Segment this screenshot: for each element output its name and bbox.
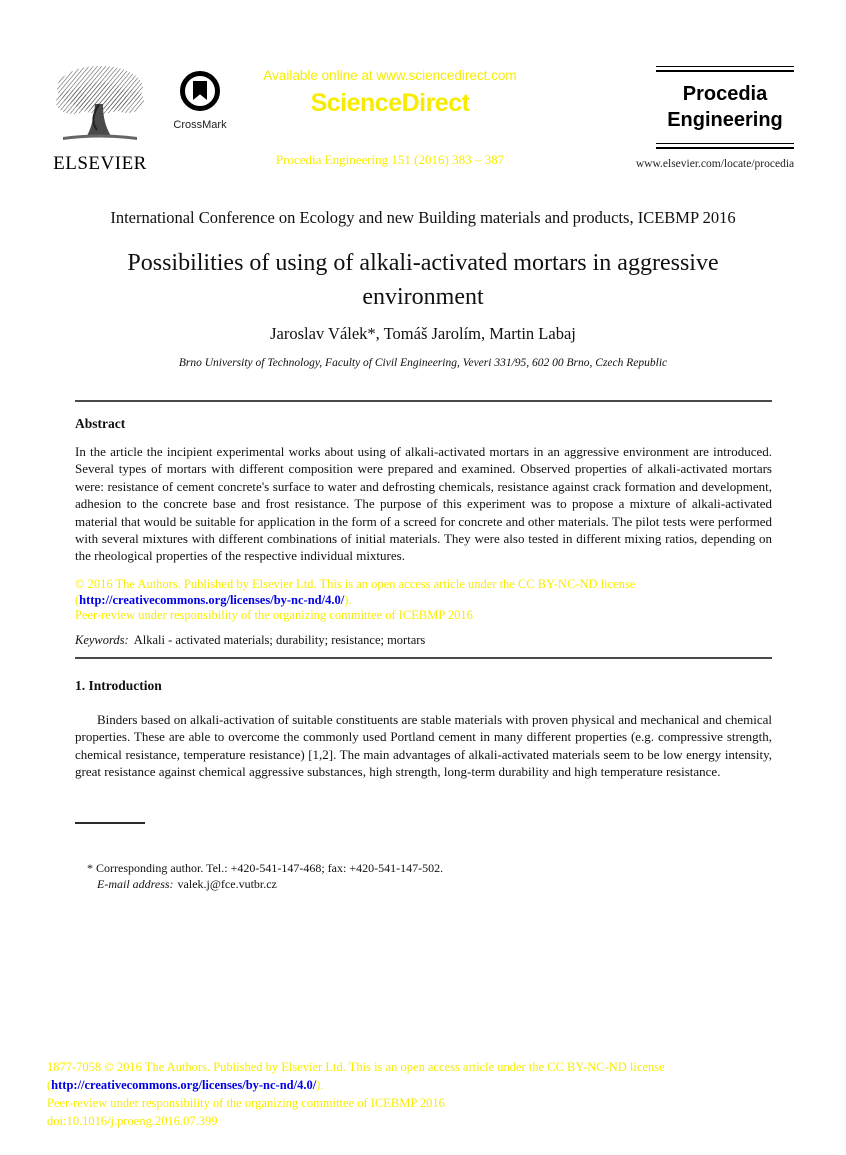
issn-copyright-line <box>47 1058 787 1076</box>
license-open-paren: ( <box>75 592 80 607</box>
abstract-top-rule <box>75 400 772 402</box>
paper-title: Possibilities of using of alkali-activated mortars in aggressive environment <box>127 250 719 310</box>
footer-creativecommons-link[interactable]: http://creativecommons.org/licenses/by-nc-nd/4.0/ <box>51 1078 317 1092</box>
email-value: valek.j@fce.vutbr.cz <box>177 877 277 891</box>
keywords-bottom-rule <box>75 657 772 659</box>
authors-line: Jaroslav Válek*, Tomáš Jarolím, Martin Labaj <box>270 324 576 343</box>
footer-peer-review-text[interactable]: Peer-review under responsibility of the organizing committee of ICEBMP 2016 <box>47 1096 445 1110</box>
issn-copyright-text[interactable]: 1877-7058 © 2016 The Authors. Published by Elsevier Ltd. This is an open access article under the CC BY-NC-ND license <box>47 1060 665 1074</box>
footer-open-paren: ( <box>47 1078 52 1092</box>
license-close-paren: ). <box>344 592 352 607</box>
elsevier-wordmark: ELSEVIER <box>53 153 147 174</box>
elsevier-tree-icon <box>53 64 147 146</box>
sciencedirect-logo[interactable]: ScienceDirect <box>310 89 470 117</box>
license-block <box>75 577 772 624</box>
peer-review-line <box>75 608 772 624</box>
license-link-line <box>75 593 772 609</box>
footnote-separator <box>75 822 145 824</box>
journal-citation-link[interactable]: Procedia Engineering 151 (2016) 383 – 387 <box>275 152 505 167</box>
footer-link-line <box>47 1076 787 1094</box>
keywords-line <box>75 633 772 648</box>
footer-close-paren: ). <box>316 1078 324 1092</box>
creativecommons-link[interactable]: http://creativecommons.org/licenses/by-nc-nd/4.0/ <box>79 592 345 607</box>
section-1-heading: 1. Introduction <box>75 678 162 693</box>
abstract-text: In the article the incipient experimental works about using of alkali-activated mortars in an aggressive environment are introduced. Several types of mortars with different composition were prepared and examined. Observed properties of alkali-activated mortars were: resistance of cement concrete's surface to water and defrosting chemicals, resistance against crack formation and development, adhesion to the concrete base and frost resistance. The purpose of this experiment was to propose a mixture of alkali-activated material that would be suitable for application in the form of a screed for concrete and other materials. The pilot tests were performed with several mixtures with different combinations of initial materials. They were also tested in different mixing ratios, depending on the rheological properties of the respective individual mixtures. <box>75 444 772 564</box>
elsevier-logo <box>50 64 150 175</box>
email-label: E-mail address: <box>97 877 174 891</box>
section-1-text: Binders based on alkali-activation of suitable constituents are stable materials with proven physical and mechanical and chemical properties. These are able to overcome the commonly used Portland cement in many different properties (e.g. compressive strength, chemical resistance, temperature resistance) [1,2]. The main advantages of alkali-activated materials seem to be low energy intensity, great resistance against chemical aggressive substances, high strength, long-term durability and high temperature resistance. <box>75 712 772 780</box>
crossmark-icon <box>179 70 221 112</box>
footer-license-block <box>47 1058 787 1130</box>
corresponding-author-note: * Corresponding author. Tel.: +420-541-147-468; fax: +420-541-147-502. <box>87 861 444 875</box>
available-online-link[interactable]: Available online at www.sciencedirect.com <box>263 68 517 83</box>
abstract-heading: Abstract <box>75 416 126 431</box>
journal-name-line1: Procedia <box>682 83 768 105</box>
affiliation-line: Brno University of Technology, Faculty of Civil Engineering, Veveri 331/95, 602 00 Brno, Czech Republic <box>178 357 668 369</box>
doi-line <box>47 1112 787 1130</box>
footer-peer-review-line <box>47 1094 787 1112</box>
conference-line: International Conference on Ecology and new Building materials and products, ICEBMP 2016 <box>110 208 736 227</box>
crossmark-badge[interactable] <box>170 70 230 131</box>
copyright-line <box>75 577 772 593</box>
journal-name-line2: Engineering <box>667 109 783 131</box>
keywords-text: Alkali - activated materials; durability; resistance; mortars <box>133 633 426 647</box>
doi-text[interactable]: doi:10.1016/j.proeng.2016.07.399 <box>47 1114 218 1128</box>
peer-review-text[interactable]: Peer-review under responsibility of the organizing committee of ICEBMP 2016 <box>75 608 473 623</box>
masthead-bottom-rule <box>656 143 794 149</box>
journal-url: www.elsevier.com/locate/procedia <box>635 158 795 170</box>
journal-masthead <box>656 66 794 149</box>
keywords-label: Keywords: <box>75 633 129 647</box>
copyright-text[interactable]: © 2016 The Authors. Published by Elsevier Ltd. This is an open access article under the CC BY-NC-ND license <box>75 577 636 591</box>
email-line <box>97 877 277 892</box>
crossmark-label: CrossMark <box>173 119 227 131</box>
